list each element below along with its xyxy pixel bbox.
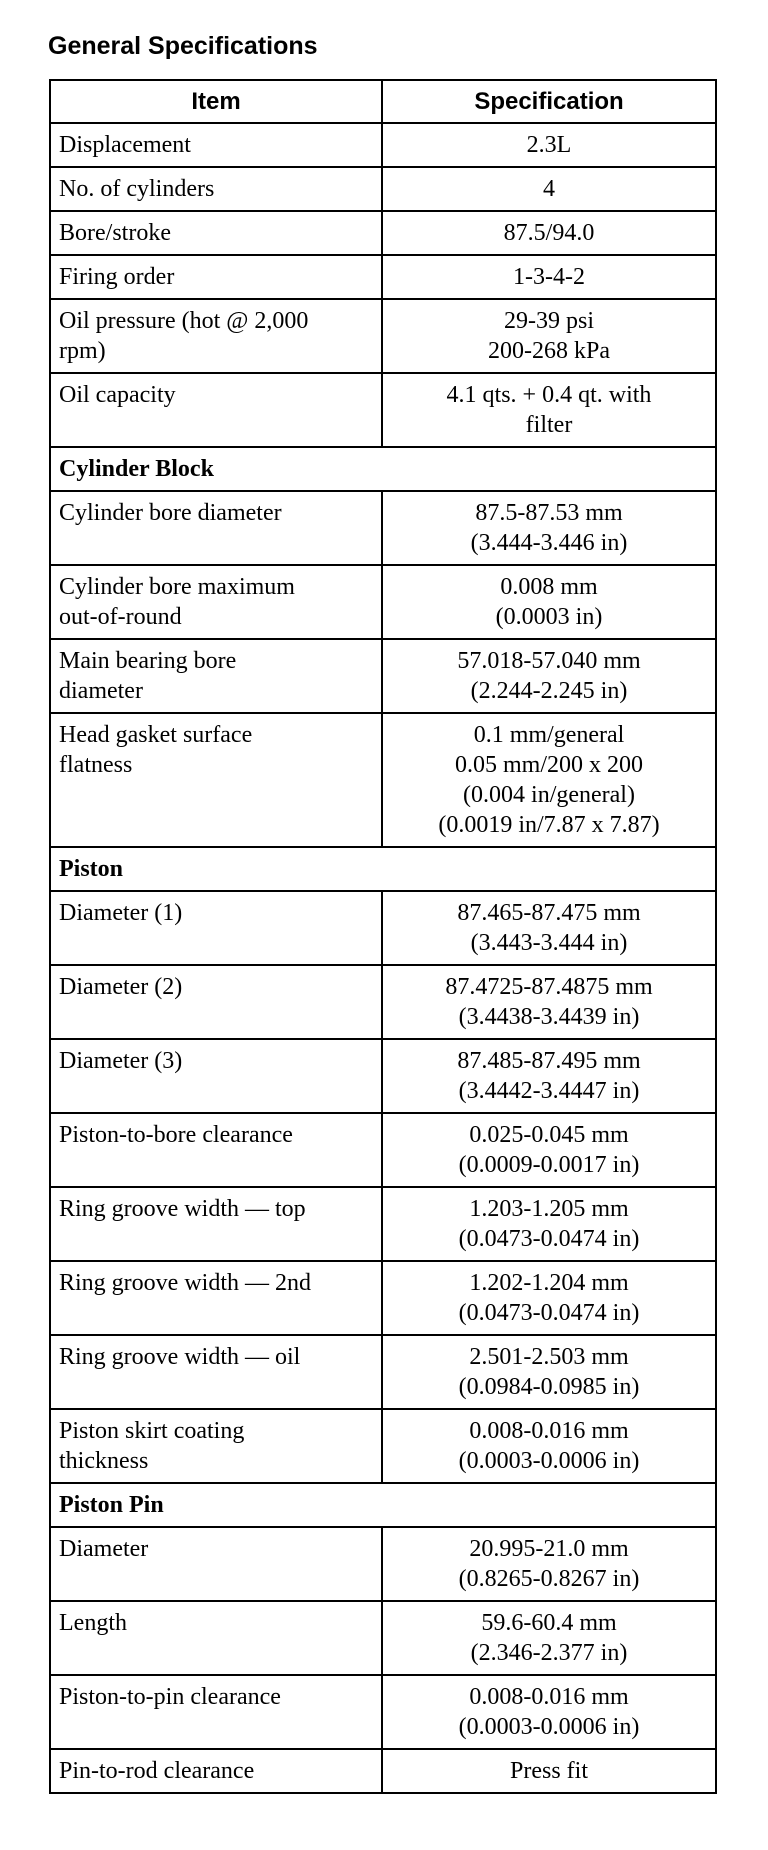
specification-text-line: 2.501-2.503 mm	[469, 1344, 629, 1370]
specification-text-line: (3.443-3.444 in)	[470, 930, 628, 956]
item-cell	[50, 1527, 382, 1601]
column-header-specification: Specification	[382, 80, 716, 123]
item-text-line: Bore/stroke	[59, 220, 171, 246]
specification-text-line: 87.485-87.495 mm	[457, 1048, 641, 1074]
specification-text-line: (2.346-2.377 in)	[470, 1640, 628, 1666]
specification-text-line: 29-39 psi	[504, 308, 594, 334]
item-text-line: out-of-round	[59, 604, 182, 630]
specification-text-line: 0.008 mm	[500, 574, 598, 600]
table-row	[50, 211, 716, 255]
specification-cell	[382, 1335, 716, 1409]
item-cell	[50, 1261, 382, 1335]
table-row	[50, 1261, 716, 1335]
item-text-line: Head gasket surface	[59, 722, 253, 748]
item-text-line: Firing order	[59, 264, 175, 290]
item-text-line: Piston-to-bore clearance	[59, 1122, 293, 1148]
specification-text-line: (3.444-3.446 in)	[470, 530, 628, 556]
item-text-line: Diameter (1)	[59, 900, 183, 926]
specification-text-line: 4.1 qts. + 0.4 qt. with	[446, 382, 652, 408]
item-text-line: Piston-to-pin clearance	[59, 1684, 281, 1710]
specification-text-line: (0.0003-0.0006 in)	[458, 1448, 640, 1474]
item-text-line: Diameter (2)	[59, 974, 183, 1000]
specification-cell	[382, 713, 716, 847]
item-cell	[50, 211, 382, 255]
specification-text-line: 87.4725-87.4875 mm	[445, 974, 653, 1000]
item-cell	[50, 373, 382, 447]
specification-text-line: (3.4438-3.4439 in)	[458, 1004, 640, 1030]
specification-text-line: 4	[543, 176, 555, 202]
table-row	[50, 1675, 716, 1749]
specification-text-line: 1.202-1.204 mm	[469, 1270, 629, 1296]
specification-cell	[382, 1409, 716, 1483]
specification-cell	[382, 565, 716, 639]
section-row	[50, 1483, 716, 1527]
specification-text-line: 1.203-1.205 mm	[469, 1196, 629, 1222]
specification-cell	[382, 167, 716, 211]
table-row	[50, 373, 716, 447]
specification-cell	[382, 891, 716, 965]
item-text-line: Cylinder bore diameter	[59, 500, 282, 526]
table-row	[50, 123, 716, 167]
item-cell	[50, 713, 382, 847]
specification-text-line: 0.1 mm/general	[473, 722, 625, 748]
table-row	[50, 299, 716, 373]
table-row	[50, 1409, 716, 1483]
specification-cell	[382, 1527, 716, 1601]
table-row	[50, 1601, 716, 1675]
item-cell	[50, 565, 382, 639]
section-heading: Piston Pin	[50, 1483, 716, 1527]
specification-text-line: 0.008-0.016 mm	[469, 1418, 629, 1444]
specification-text-line: (0.0019 in/7.87 x 7.87)	[438, 812, 660, 838]
specification-text-line: 0.05 mm/200 x 200	[454, 752, 643, 778]
specification-cell	[382, 1261, 716, 1335]
item-cell	[50, 1187, 382, 1261]
specification-text-line: Press fit	[510, 1758, 588, 1784]
specification-text-line: 1-3-4-2	[513, 264, 585, 290]
item-cell	[50, 891, 382, 965]
specification-cell	[382, 639, 716, 713]
item-text-line: Piston skirt coating	[59, 1418, 245, 1444]
table-row	[50, 491, 716, 565]
table-row	[50, 639, 716, 713]
table-row	[50, 1749, 716, 1793]
specification-cell	[382, 491, 716, 565]
item-text-line: No. of cylinders	[59, 176, 215, 202]
specification-text-line: 59.6-60.4 mm	[481, 1610, 617, 1636]
table-row	[50, 1113, 716, 1187]
specification-cell	[382, 299, 716, 373]
item-text-line: thickness	[59, 1448, 149, 1474]
item-cell	[50, 965, 382, 1039]
item-text-line: flatness	[59, 752, 133, 778]
table-row	[50, 1039, 716, 1113]
item-cell	[50, 123, 382, 167]
section-row	[50, 447, 716, 491]
specification-cell	[382, 373, 716, 447]
section-heading: Piston	[50, 847, 716, 891]
specification-text-line: filter	[525, 412, 573, 438]
specification-text-line: (0.0473-0.0474 in)	[458, 1226, 640, 1252]
specification-text-line: 200-268 kPa	[488, 338, 610, 364]
specification-text-line: (3.4442-3.4447 in)	[458, 1078, 640, 1104]
table-row	[50, 965, 716, 1039]
section-heading: Cylinder Block	[50, 447, 716, 491]
section-row	[50, 847, 716, 891]
specification-text-line: (0.0009-0.0017 in)	[458, 1152, 640, 1178]
item-cell	[50, 1113, 382, 1187]
item-text-line: Diameter	[59, 1536, 149, 1562]
item-cell	[50, 1601, 382, 1675]
item-text-line: Ring groove width — 2nd	[59, 1270, 311, 1296]
item-text-line: Displacement	[59, 132, 191, 158]
specification-text-line: 0.025-0.045 mm	[469, 1122, 629, 1148]
item-cell	[50, 1749, 382, 1793]
table-row	[50, 891, 716, 965]
specification-text-line: 0.008-0.016 mm	[469, 1684, 629, 1710]
specification-text-line: 2.3L	[526, 132, 572, 158]
item-cell	[50, 299, 382, 373]
specification-text-line: (0.8265-0.8267 in)	[458, 1566, 640, 1592]
specification-cell	[382, 1675, 716, 1749]
item-text-line: diameter	[59, 678, 143, 704]
item-cell	[50, 1039, 382, 1113]
item-cell	[50, 1675, 382, 1749]
specification-text-line: 87.5/94.0	[503, 220, 595, 246]
item-text-line: Main bearing bore	[59, 648, 237, 674]
specification-cell	[382, 1187, 716, 1261]
table-header-row	[50, 80, 716, 123]
table-row	[50, 713, 716, 847]
specification-text-line: 87.5-87.53 mm	[475, 500, 623, 526]
table-row	[50, 167, 716, 211]
column-header-item: Item	[50, 80, 382, 123]
table-row	[50, 565, 716, 639]
item-text-line: rpm)	[59, 338, 106, 364]
item-cell	[50, 1335, 382, 1409]
specification-text-line: (2.244-2.245 in)	[470, 678, 628, 704]
specification-text-line: 57.018-57.040 mm	[457, 648, 641, 674]
specification-text-line: (0.0473-0.0474 in)	[458, 1300, 640, 1326]
specification-cell	[382, 1039, 716, 1113]
specification-text-line: (0.0003-0.0006 in)	[458, 1714, 640, 1740]
specification-text-line: (0.0003 in)	[495, 604, 603, 630]
specification-cell	[382, 123, 716, 167]
specification-cell	[382, 965, 716, 1039]
item-cell	[50, 255, 382, 299]
specification-cell	[382, 211, 716, 255]
specification-cell	[382, 255, 716, 299]
table-row	[50, 1187, 716, 1261]
specification-text-line: 20.995-21.0 mm	[469, 1536, 629, 1562]
item-cell	[50, 1409, 382, 1483]
item-cell	[50, 639, 382, 713]
item-text-line: Ring groove width — top	[59, 1196, 306, 1222]
table-row	[50, 255, 716, 299]
table-body	[50, 123, 716, 1793]
specification-text-line: 87.465-87.475 mm	[457, 900, 641, 926]
specifications-table	[49, 79, 717, 1794]
specification-text-line: (0.004 in/general)	[463, 782, 635, 808]
item-text-line: Oil capacity	[59, 382, 176, 408]
table-row	[50, 1527, 716, 1601]
item-cell	[50, 491, 382, 565]
item-text-line: Diameter (3)	[59, 1048, 183, 1074]
item-cell	[50, 167, 382, 211]
table-row	[50, 1335, 716, 1409]
specification-text-line: (0.0984-0.0985 in)	[458, 1374, 640, 1400]
specification-cell	[382, 1601, 716, 1675]
item-text-line: Cylinder bore maximum	[59, 574, 295, 600]
specification-cell	[382, 1749, 716, 1793]
item-text-line: Pin-to-rod clearance	[59, 1758, 255, 1784]
item-text-line: Ring groove width — oil	[59, 1344, 301, 1370]
item-text-line: Length	[59, 1610, 127, 1636]
item-text-line: Oil pressure (hot @ 2,000	[59, 308, 309, 334]
specification-cell	[382, 1113, 716, 1187]
page-title: General Specifications	[48, 32, 318, 60]
